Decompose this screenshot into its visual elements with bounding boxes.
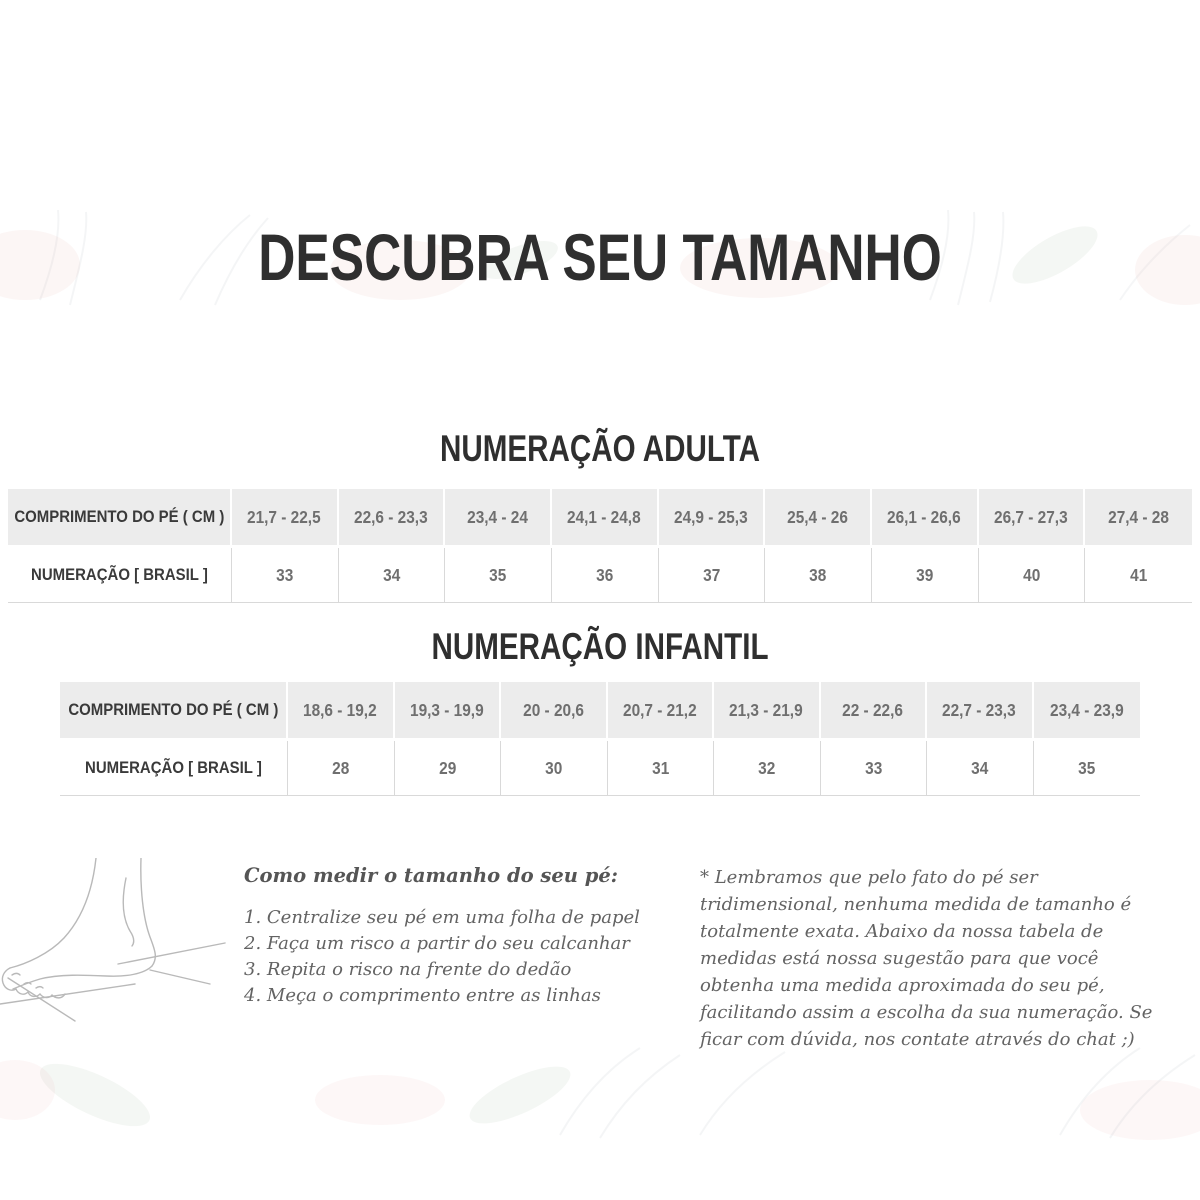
adult-length-row [8,489,1192,545]
adult-length-cell: 21,7 - 22,5 [232,489,339,545]
adult-size-row [8,548,1192,603]
adult-size-cell: 36 [552,548,659,602]
disclaimer-note [700,864,1168,1053]
adult-size-cell: 39 [872,548,979,602]
infant-size-cell: 28 [288,741,395,795]
infant-size-cell: 34 [927,741,1034,795]
adult-length-label-cell: COMPRIMENTO DO PÉ ( CM ) [8,489,232,545]
infant-size-cell: 35 [1034,741,1141,795]
adult-size-cell: 34 [339,548,446,602]
adult-size-table [8,489,1192,603]
adult-length-cell: 22,6 - 23,3 [339,489,446,545]
infant-length-row [60,682,1140,738]
infant-length-cell: 19,3 - 19,9 [395,682,502,738]
adult-length-cell: 24,9 - 25,3 [659,489,766,545]
infant-section-title: NUMERAÇÃO INFANTIL [431,626,769,667]
adult-length-cell: 24,1 - 24,8 [552,489,659,545]
infant-size-table [60,682,1140,796]
infant-length-cell: 20 - 20,6 [501,682,608,738]
foot-illustration [0,858,232,1048]
infant-length-cell: 22 - 22,6 [821,682,928,738]
infant-length-cell: 20,7 - 21,2 [608,682,715,738]
adult-length-cell: 25,4 - 26 [765,489,872,545]
measuring-instructions [244,864,674,1009]
instruction-step: 4. Meça o comprimento entre as linhas [244,985,601,1006]
adult-section-title: NUMERAÇÃO ADULTA [439,428,761,469]
instruction-step: 2. Faça um risco a partir do seu calcanhar [244,933,630,954]
adult-length-cell: 23,4 - 24 [445,489,552,545]
infant-size-cell: 31 [608,741,715,795]
adult-length-cell: 26,1 - 26,6 [872,489,979,545]
infant-size-cell: 29 [395,741,502,795]
adult-length-cell: 26,7 - 27,3 [979,489,1086,545]
page-title: DESCUBRA SEU TAMANHO [258,220,942,294]
disclaimer-text: * Lembramos que pelo fato do pé ser tridimensional, nenhuma medida de tamanho é totalmente exata. Abaixo da nossa tabela de medidas está nossa sugestão para que você obtenha uma medida aproximada do seu pé, facilitando assim a escolha da sua numeração. Se ficar com dúvida, nos contate através do chat ;) [700,867,1153,1050]
infant-size-cell: 33 [821,741,928,795]
adult-size-cell: 37 [659,548,766,602]
instruction-step: 1. Centralize seu pé em uma folha de papel [244,907,640,928]
adult-size-cell: 38 [765,548,872,602]
infant-size-cell: 30 [501,741,608,795]
watermark-leaves-bottom [0,1040,1200,1140]
infant-size-cell: 32 [714,741,821,795]
infant-length-cell: 22,7 - 23,3 [927,682,1034,738]
infant-length-label-cell: COMPRIMENTO DO PÉ ( CM ) [60,682,288,738]
infant-size-row [60,741,1140,796]
infant-length-cell: 23,4 - 23,9 [1034,682,1141,738]
instruction-step: 3. Repita o risco na frente do dedão [244,959,572,980]
infant-length-cell: 21,3 - 21,9 [714,682,821,738]
adult-size-label-cell: NUMERAÇÃO [ BRASIL ] [8,548,232,602]
adult-size-cell: 35 [445,548,552,602]
infant-length-cell: 18,6 - 19,2 [288,682,395,738]
infant-size-label-cell: NUMERAÇÃO [ BRASIL ] [60,741,288,795]
adult-size-cell: 33 [232,548,339,602]
instructions-heading: Como medir o tamanho do seu pé: [244,864,618,887]
adult-length-cell: 27,4 - 28 [1085,489,1192,545]
adult-size-cell: 41 [1085,548,1192,602]
adult-size-cell: 40 [979,548,1086,602]
